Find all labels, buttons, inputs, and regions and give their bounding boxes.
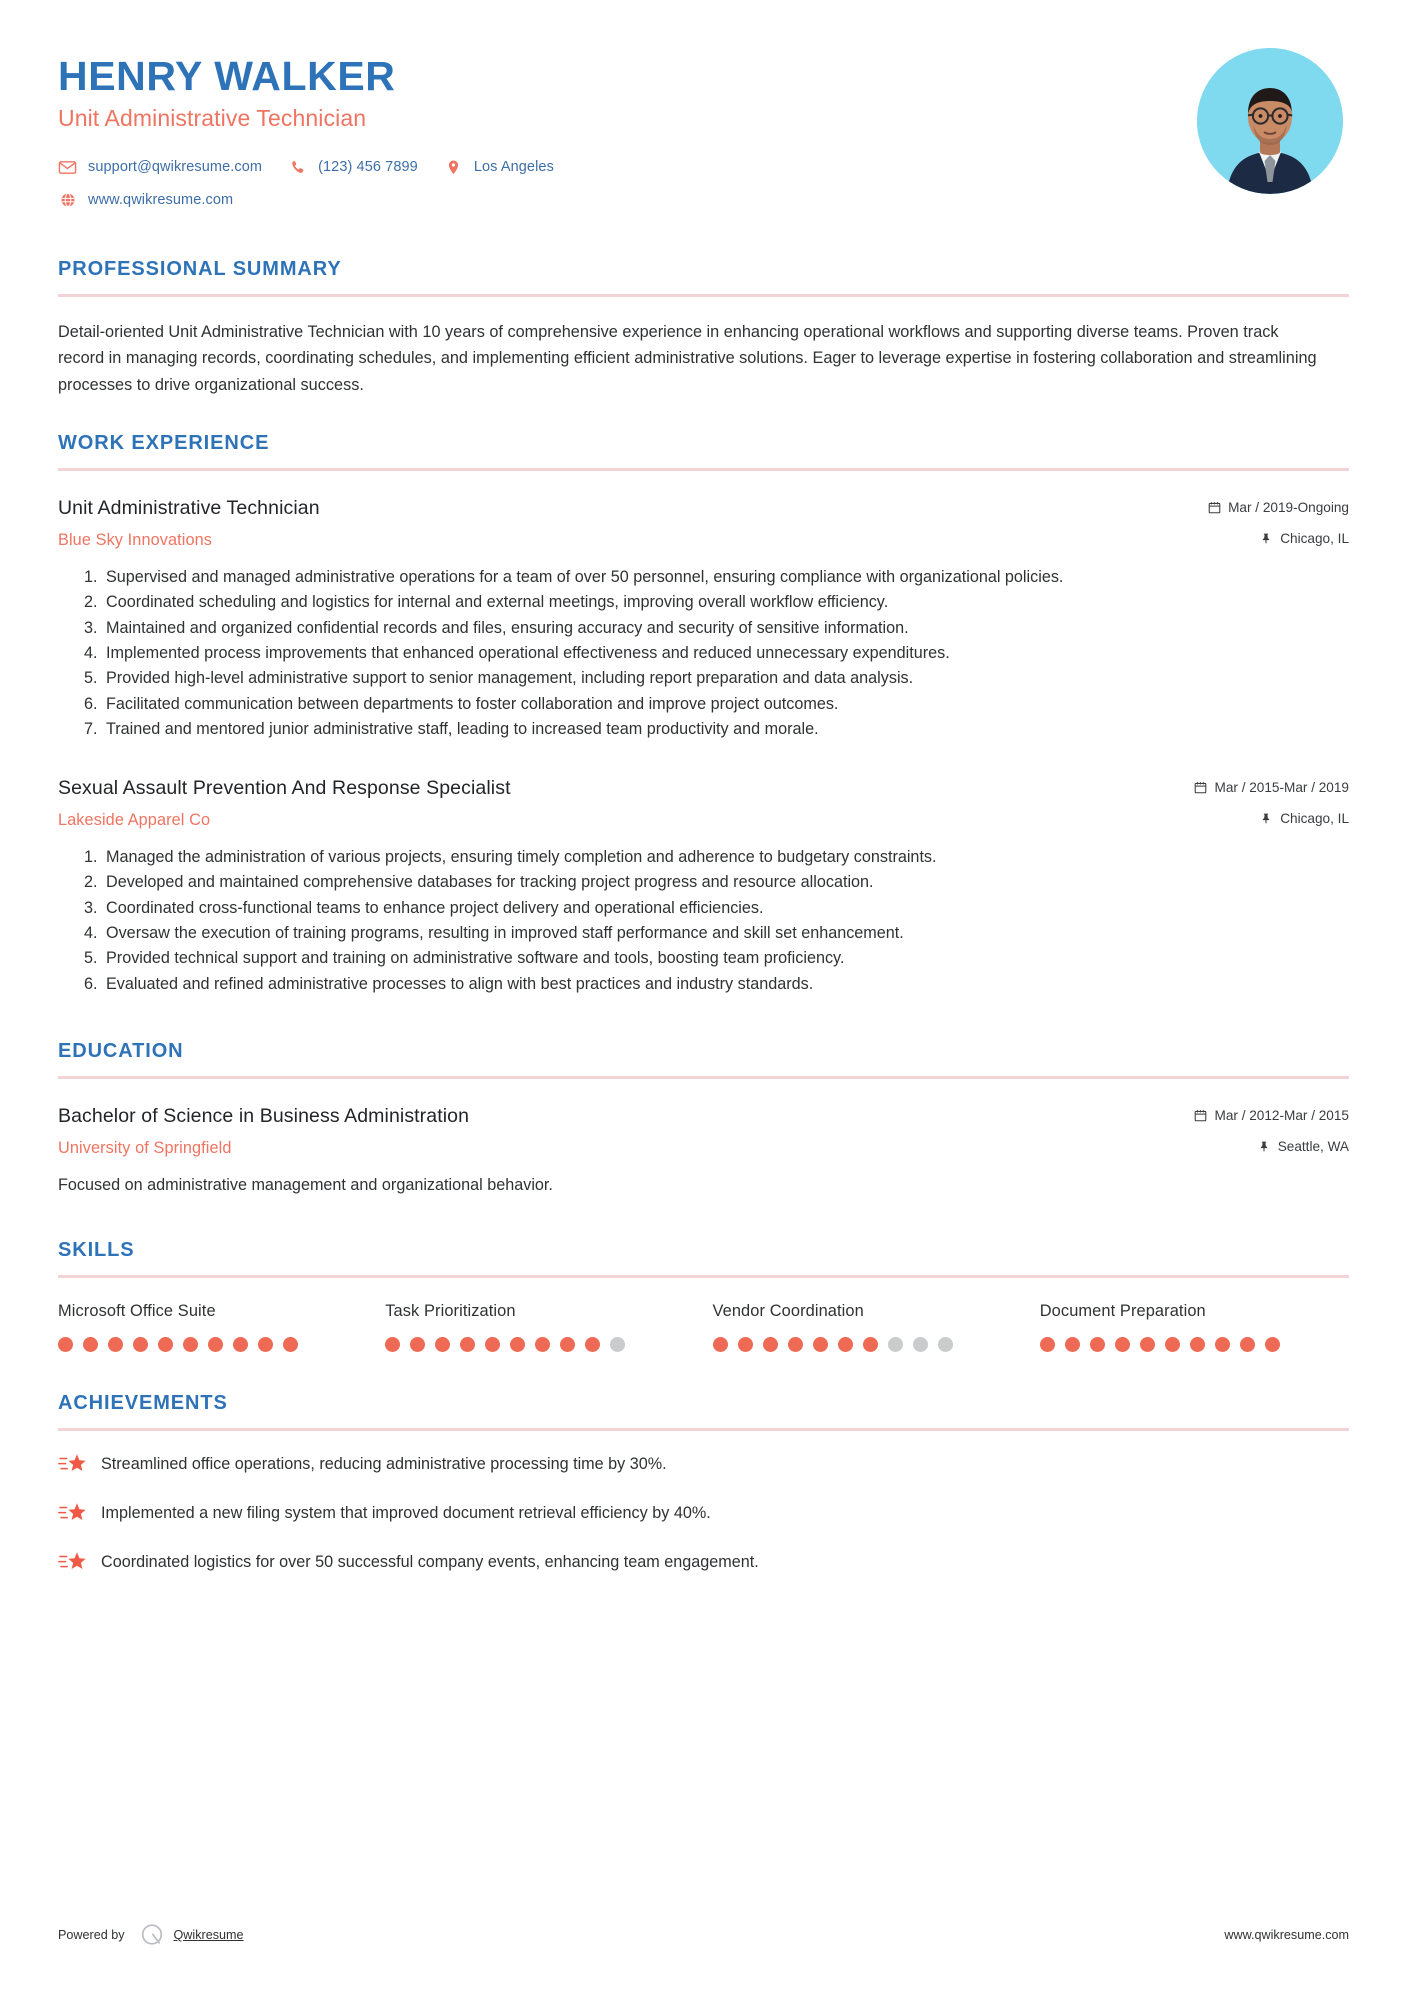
education-date — [1194, 1108, 1350, 1123]
achievement-item — [58, 1551, 1349, 1576]
experience-location-text: Chicago, IL — [1280, 531, 1349, 547]
skill-dot-filled — [1265, 1337, 1280, 1352]
contact-row-website — [58, 191, 1197, 210]
education-location — [1257, 1139, 1349, 1154]
education-date-text: Mar / 2012-Mar / 2015 — [1214, 1107, 1349, 1123]
skill-dot-filled — [133, 1337, 148, 1352]
skill-dot-filled — [183, 1337, 198, 1352]
achievement-text: Coordinated logistics for over 50 successful company events, enhancing team engagement. — [101, 1553, 759, 1572]
pushpin-icon — [1259, 811, 1273, 826]
contact-phone[interactable] — [288, 158, 418, 177]
contact-website[interactable] — [58, 191, 233, 210]
education-entry — [58, 1105, 1349, 1197]
experience-job-title: Sexual Assault Prevention And Response Specialist — [58, 777, 511, 800]
skill-item — [1040, 1302, 1349, 1352]
section-divider — [58, 294, 1349, 297]
skill-dot-filled — [283, 1337, 298, 1352]
star-icon — [58, 1452, 88, 1478]
avatar — [1197, 48, 1343, 194]
contact-email-text: support@qwikresume.com — [88, 159, 263, 176]
experience-job-title: Unit Administrative Technician — [58, 497, 320, 520]
list-item: 7. Trained and mentored junior administrative staff, leading to increased team productivity and morale. — [102, 717, 1349, 741]
skill-dot-filled — [1165, 1337, 1180, 1352]
skill-label: Document Preparation — [1039, 1302, 1206, 1321]
section-divider — [58, 1076, 1349, 1079]
list-item: 4. Implemented process improvements that enhanced operational effectiveness and reduced unnecessary expenditures. — [102, 641, 1349, 665]
section-heading-skills: SKILLS — [58, 1239, 135, 1262]
experience-company: Lakeside Apparel Co — [58, 811, 211, 830]
skill-dot-filled — [208, 1337, 223, 1352]
summary-text: Detail-oriented Unit Administrative Technician with 10 years of comprehensive experience in enhancing operational workflows and supporting diverse teams. Proven track record in managing records, coordinating schedules, and implementing efficient administrative solutions. Eager to leverage expertise in fostering collaboration and streamlining processes to drive organizational success. — [58, 322, 1317, 394]
skills-grid — [58, 1302, 1349, 1352]
achievement-item — [58, 1453, 1349, 1478]
achievement-text: Implemented a new filing system that improved document retrieval efficiency by 40%. — [101, 1504, 711, 1523]
skill-dot-filled — [788, 1337, 803, 1352]
experience-date-text: Mar / 2019-Ongoing — [1228, 500, 1349, 516]
skill-dot-filled — [385, 1337, 400, 1352]
skill-dot-filled — [233, 1337, 248, 1352]
list-item: 1. Supervised and managed administrative operations for a team of over 50 personnel, ensuring compliance with organizational policies. — [102, 565, 1349, 589]
skill-item — [385, 1302, 694, 1352]
skill-dot-filled — [1090, 1337, 1105, 1352]
section-skills — [58, 1239, 1349, 1352]
achievement-text: Streamlined office operations, reducing administrative processing time by 30%. — [101, 1455, 667, 1474]
list-item: 1. Managed the administration of various projects, ensuring timely completion and adherence to budgetary constraints. — [102, 845, 1349, 869]
contact-website-text: www.qwikresume.com — [88, 192, 234, 209]
experience-bullets — [58, 845, 1349, 996]
envelope-icon — [58, 158, 77, 177]
section-heading-education: EDUCATION — [58, 1039, 184, 1062]
star-icon — [58, 1550, 88, 1576]
skill-label: Microsoft Office Suite — [58, 1302, 216, 1321]
contact-row-primary — [58, 158, 1197, 177]
calendar-icon — [1207, 500, 1221, 515]
contact-phone-text: (123) 456 7899 — [318, 159, 418, 176]
skill-dot-filled — [1240, 1337, 1255, 1352]
skill-rating — [713, 1337, 1022, 1352]
experience-bullets — [58, 565, 1349, 741]
skill-label: Task Prioritization — [385, 1302, 516, 1321]
section-heading-summary: PROFESSIONAL SUMMARY — [58, 257, 342, 280]
skill-rating — [385, 1337, 694, 1352]
experience-location-text: Chicago, IL — [1280, 811, 1349, 827]
skill-dot-empty — [938, 1337, 953, 1352]
section-professional-summary — [58, 258, 1349, 398]
education-degree: Bachelor of Science in Business Administration — [58, 1104, 470, 1127]
list-item: 2. Developed and maintained comprehensive databases for tracking project progress and resource allocation. — [102, 870, 1349, 894]
education-entry-subheader — [58, 1128, 1349, 1158]
pushpin-icon — [1259, 531, 1273, 546]
skill-item — [713, 1302, 1022, 1352]
star-icon — [58, 1501, 88, 1527]
skill-dot-filled — [1040, 1337, 1055, 1352]
skill-dot-filled — [535, 1337, 550, 1352]
footer-powered-by-label: Powered by — [58, 1928, 125, 1942]
skill-dot-filled — [585, 1337, 600, 1352]
skill-item — [58, 1302, 367, 1352]
page-title: HENRY WALKER — [58, 53, 396, 99]
experience-date — [1194, 780, 1350, 795]
skill-dot-filled — [1140, 1337, 1155, 1352]
skill-dot-filled — [258, 1337, 273, 1352]
experience-location — [1259, 811, 1349, 826]
skill-dot-filled — [435, 1337, 450, 1352]
location-pin-icon — [444, 158, 463, 177]
education-location-text: Seattle, WA — [1277, 1138, 1349, 1154]
experience-entry-subheader — [58, 800, 1349, 830]
experience-entry — [58, 777, 1349, 996]
experience-entry-header — [58, 497, 1349, 520]
skill-dot-filled — [738, 1337, 753, 1352]
globe-icon — [58, 191, 77, 210]
section-heading-experience: WORK EXPERIENCE — [58, 432, 270, 455]
calendar-icon — [1194, 1108, 1208, 1123]
education-entry-header — [58, 1105, 1349, 1128]
list-item: 6. Evaluated and refined administrative processes to align with best practices and industry standards. — [102, 972, 1349, 996]
page-footer — [58, 1922, 1349, 1948]
skill-dot-filled — [813, 1337, 828, 1352]
education-school: University of Springfield — [58, 1138, 232, 1157]
list-item: 4. Oversaw the execution of training programs, resulting in improved staff performance and skill set enhancement. — [102, 921, 1349, 945]
contact-info — [58, 158, 1197, 210]
achievements-list — [58, 1453, 1349, 1576]
skill-dot-filled — [763, 1337, 778, 1352]
section-education — [58, 1040, 1349, 1197]
skill-dot-filled — [460, 1337, 475, 1352]
qwikresume-logo-icon — [139, 1922, 165, 1948]
contact-location-text: Los Angeles — [473, 159, 554, 176]
phone-icon — [288, 158, 307, 177]
skill-dot-filled — [1065, 1337, 1080, 1352]
avatar-photo — [1197, 48, 1343, 194]
section-divider — [58, 1275, 1349, 1278]
pushpin-icon — [1257, 1139, 1271, 1154]
skill-dot-filled — [485, 1337, 500, 1352]
section-divider — [58, 468, 1349, 471]
section-heading-achievements: ACHIEVEMENTS — [58, 1392, 228, 1415]
skill-dot-empty — [610, 1337, 625, 1352]
list-item: 6. Facilitated communication between departments to foster collaboration and improve project outcomes. — [102, 692, 1349, 716]
footer-branding — [58, 1922, 244, 1948]
experience-location — [1259, 531, 1349, 546]
experience-entry-subheader — [58, 520, 1349, 550]
list-item: 2. Coordinated scheduling and logistics for internal and external meetings, improving overall workflow efficiency. — [102, 590, 1349, 614]
skill-rating — [1040, 1337, 1349, 1352]
skill-dot-filled — [713, 1337, 728, 1352]
skill-dot-filled — [158, 1337, 173, 1352]
contact-location — [444, 158, 554, 177]
section-work-experience — [58, 432, 1349, 996]
skill-dot-empty — [913, 1337, 928, 1352]
skill-dot-filled — [410, 1337, 425, 1352]
skill-label: Vendor Coordination — [712, 1302, 864, 1321]
section-achievements — [58, 1392, 1349, 1576]
contact-email[interactable] — [58, 158, 262, 177]
skill-dot-filled — [560, 1337, 575, 1352]
skill-dot-filled — [838, 1337, 853, 1352]
footer-brand-link[interactable]: Qwikresume — [173, 1928, 244, 1942]
footer-url[interactable]: www.qwikresume.com — [1224, 1928, 1349, 1942]
calendar-icon — [1194, 780, 1208, 795]
skill-dot-filled — [83, 1337, 98, 1352]
skill-dot-filled — [108, 1337, 123, 1352]
experience-date — [1207, 500, 1349, 515]
achievement-item — [58, 1502, 1349, 1527]
skill-dot-filled — [58, 1337, 73, 1352]
education-note: Focused on administrative management and organizational behavior. — [58, 1175, 553, 1194]
header-job-title: Unit Administrative Technician — [58, 104, 367, 131]
skill-dot-filled — [1115, 1337, 1130, 1352]
experience-company: Blue Sky Innovations — [58, 531, 213, 550]
experience-entry — [58, 497, 1349, 741]
list-item: 3. Maintained and organized confidential records and files, ensuring accuracy and security of sensitive information. — [102, 616, 1349, 640]
experience-date-text: Mar / 2015-Mar / 2019 — [1214, 780, 1349, 796]
skill-rating — [58, 1337, 367, 1352]
skill-dot-filled — [1215, 1337, 1230, 1352]
section-divider — [58, 1428, 1349, 1431]
skill-dot-empty — [888, 1337, 903, 1352]
header-left — [58, 48, 1197, 224]
experience-entry-header — [58, 777, 1349, 800]
skill-dot-filled — [510, 1337, 525, 1352]
skill-dot-filled — [863, 1337, 878, 1352]
resume-header — [58, 0, 1349, 224]
list-item: 5. Provided high-level administrative support to senior management, including report preparation and data analysis. — [102, 666, 1349, 690]
list-item: 5. Provided technical support and training on administrative software and tools, boosting team proficiency. — [102, 946, 1349, 970]
list-item: 3. Coordinated cross-functional teams to enhance project delivery and operational efficiencies. — [102, 896, 1349, 920]
skill-dot-filled — [1190, 1337, 1205, 1352]
